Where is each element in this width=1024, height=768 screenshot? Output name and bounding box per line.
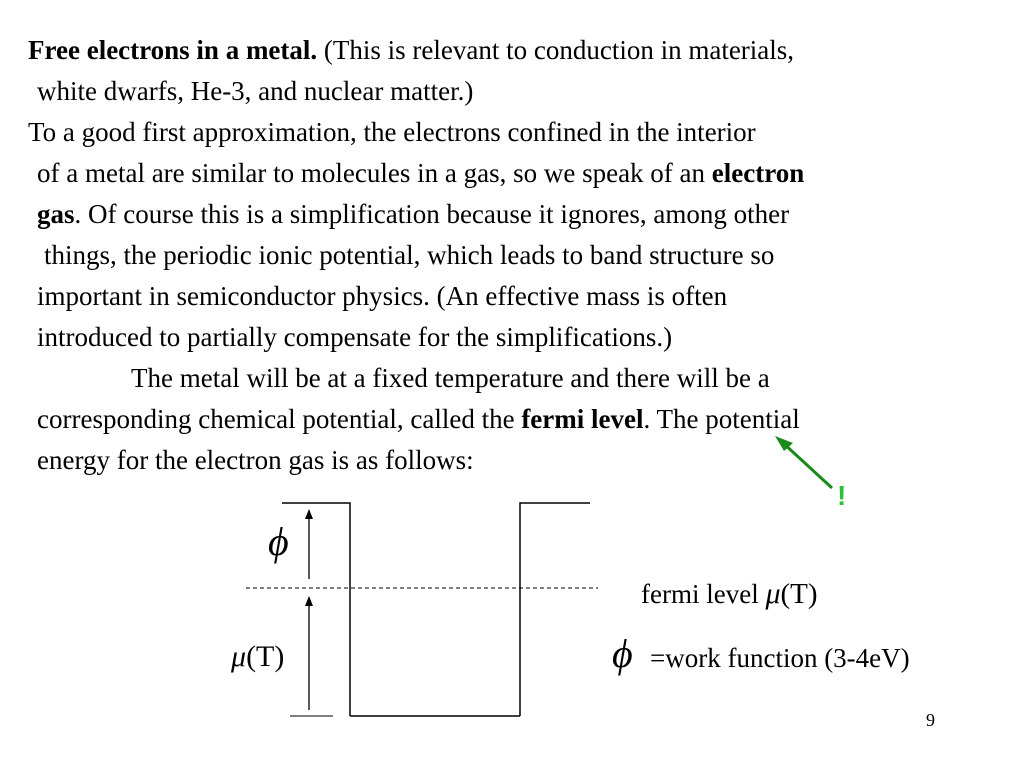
paragraph3-line1: The metal will be at a fixed temperature and there will be a	[131, 363, 770, 393]
paragraph3-line2-post: . The potential	[643, 404, 800, 434]
paragraph2-line3-rest: . Of course this is a simplification because it ignores, among other	[74, 199, 790, 229]
gas-bold: gas	[37, 199, 75, 229]
fermi-level-label	[641, 578, 818, 610]
annotation-arrow	[775, 436, 832, 488]
phi-symbol-left: ϕ	[268, 519, 289, 564]
title-bold: Free electrons in a metal.	[28, 35, 318, 65]
mu-symbol-left: μ	[231, 640, 247, 673]
mu-symbol-right: μ	[765, 577, 781, 610]
paragraph2-line2-pre: of a metal are similar to molecules in a gas, so we speak of an	[37, 158, 712, 188]
mu-t-left	[231, 640, 284, 674]
well-right-top-edge	[520, 503, 590, 716]
phi-symbol-right: ϕ	[612, 631, 633, 676]
mu-arrowhead	[305, 596, 313, 606]
page-number: 9	[926, 710, 935, 730]
mu-t-paren-left: (T)	[246, 640, 285, 673]
paragraph2-line1: To a good first approximation, the electrons confined in the interior	[28, 117, 756, 147]
paragraph2-line4: things, the periodic ionic potential, which leads to band structure so	[44, 240, 775, 270]
electron-bold: electron	[711, 158, 805, 188]
paragraph2-line6: introduced to partially compensate for the simplifications.)	[37, 322, 673, 352]
paragraph3-line3: energy for the electron gas is as follows:	[37, 445, 474, 475]
paragraph1-line1-rest: (This is relevant to conduction in materials,	[317, 35, 795, 65]
phi-arrowhead	[305, 509, 313, 519]
paragraph1-line2: white dwarfs, He-3, and nuclear matter.)	[37, 76, 474, 106]
fermi-level-text: fermi level	[641, 579, 766, 609]
exclamation-mark: !	[837, 480, 847, 511]
paragraph2-line5: important in semiconductor physics. (An effective mass is often	[37, 281, 728, 311]
paragraph3-line2-pre: corresponding chemical potential, called the	[37, 404, 522, 434]
work-function-label: =work function (3-4eV)	[650, 643, 910, 673]
well-left-top-edge	[282, 503, 350, 716]
fermi-level-bold: fermi level	[521, 404, 644, 434]
mu-t-paren-right: (T)	[780, 578, 818, 610]
